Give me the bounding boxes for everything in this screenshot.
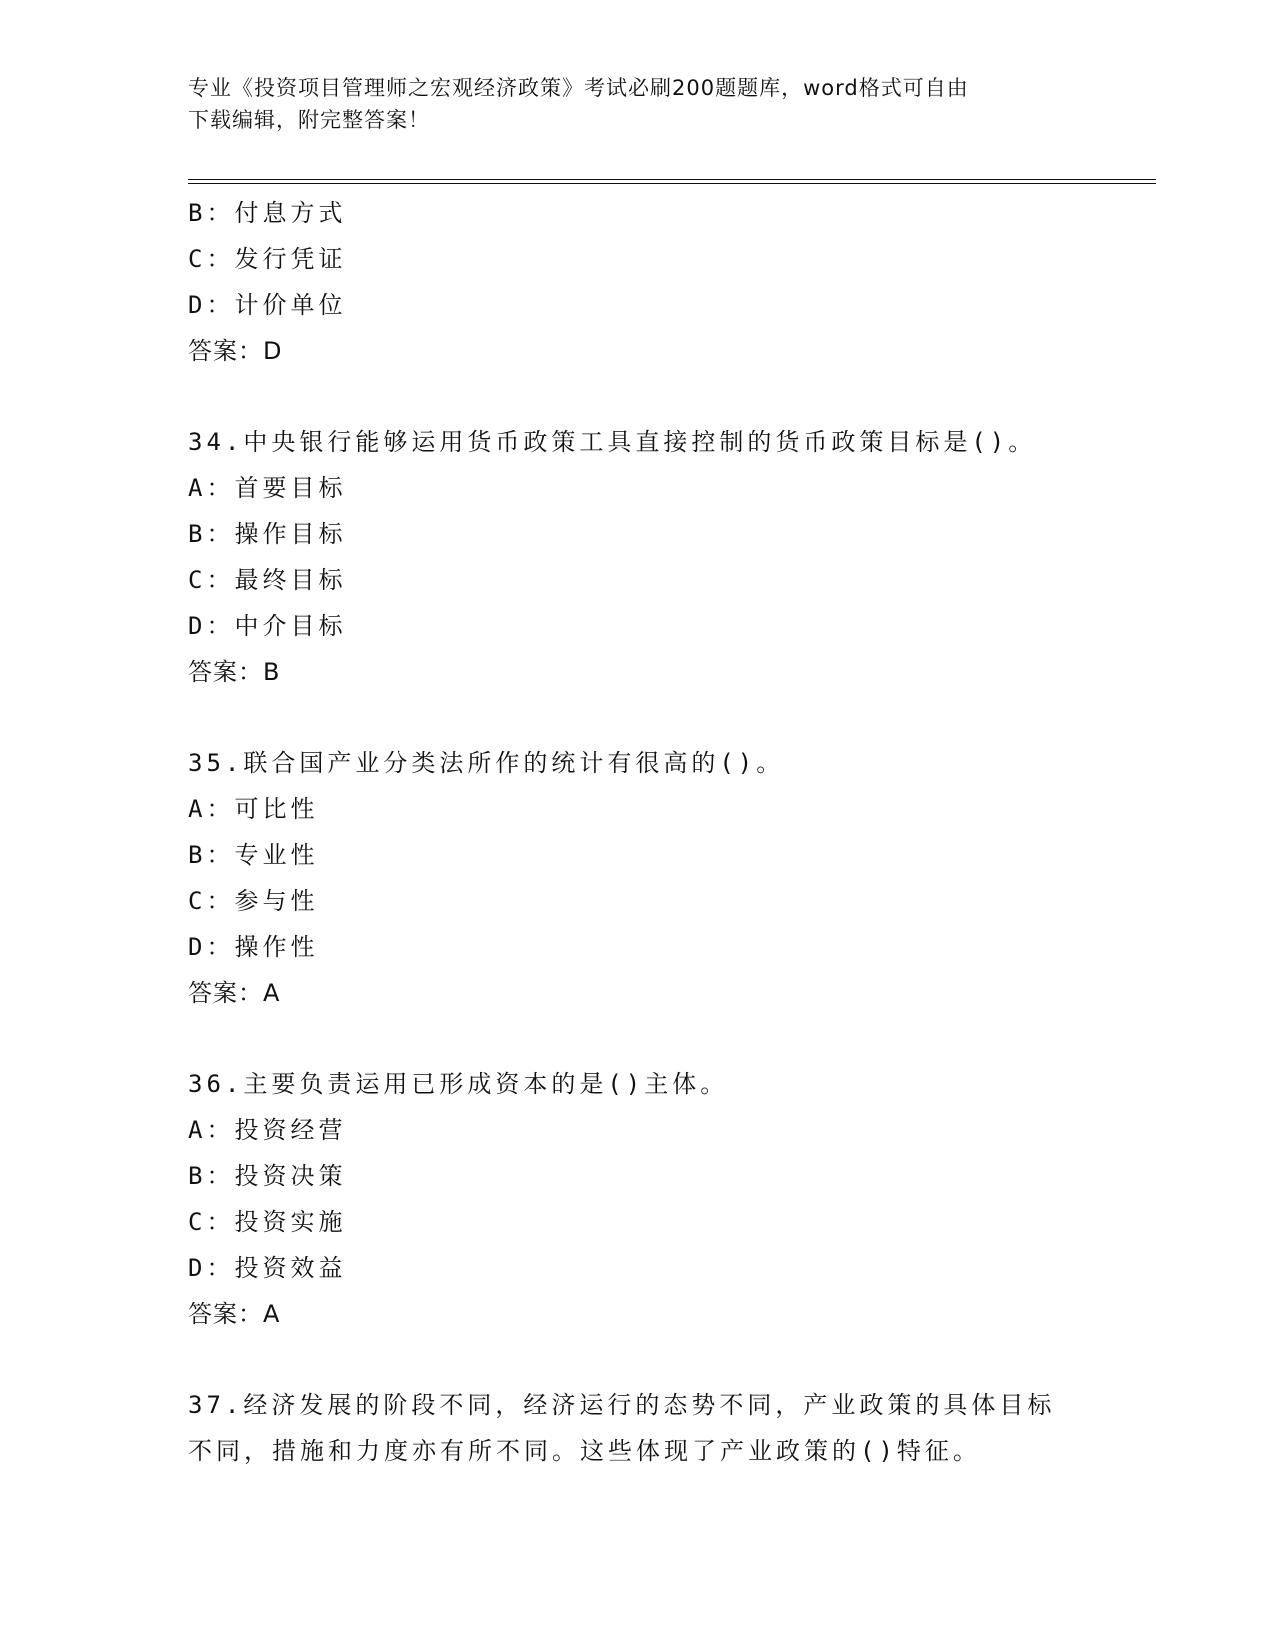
question-35	[188, 740, 1088, 1016]
option-b: B：付息方式	[188, 199, 347, 227]
option-a: A：可比性	[188, 795, 319, 823]
option-b: B：投资决策	[188, 1162, 347, 1190]
option-b: B：专业性	[188, 841, 319, 869]
question-34	[188, 419, 1088, 695]
question-36	[188, 1061, 1088, 1337]
answer-line: 答案：A	[188, 1300, 281, 1328]
option-d: D：中介目标	[188, 612, 347, 640]
option-c: C：参与性	[188, 887, 319, 915]
question-text: 34.中央银行能够运用货币政策工具直接控制的货币政策目标是()。	[188, 428, 1037, 456]
question-text: 35.联合国产业分类法所作的统计有很高的()。	[188, 749, 785, 777]
option-c: C：发行凭证	[188, 245, 347, 273]
option-a: A：首要目标	[188, 474, 347, 502]
option-c: C：投资实施	[188, 1208, 347, 1236]
answer-line: 答案：D	[188, 337, 283, 365]
question-text-line-2: 不同，措施和力度亦有所不同。这些体现了产业政策的()特征。	[188, 1437, 981, 1465]
option-d: D：操作性	[188, 933, 319, 961]
header-line-1: 专业《投资项目管理师之宏观经济政策》考试必刷200题题库，word格式可自由	[188, 76, 969, 100]
header-divider-bottom	[188, 183, 1156, 184]
header-divider-top	[188, 179, 1156, 180]
answer-line: 答案：A	[188, 979, 281, 1007]
question-text-line-1: 37.经济发展的阶段不同，经济运行的态势不同，产业政策的具体目标	[188, 1391, 1056, 1419]
option-d: D：投资效益	[188, 1254, 347, 1282]
option-d: D：计价单位	[188, 291, 347, 319]
answer-line: 答案：B	[188, 658, 281, 686]
option-c: C：最终目标	[188, 566, 347, 594]
option-b: B：操作目标	[188, 520, 347, 548]
option-a: A：投资经营	[188, 1116, 347, 1144]
question-text: 36.主要负责运用已形成资本的是()主体。	[188, 1070, 729, 1098]
question-37	[188, 1382, 1088, 1474]
question-fragment	[188, 190, 1088, 374]
document-header	[188, 72, 1088, 136]
question-list	[188, 190, 1088, 1474]
header-line-2: 下载编辑，附完整答案！	[188, 108, 430, 132]
